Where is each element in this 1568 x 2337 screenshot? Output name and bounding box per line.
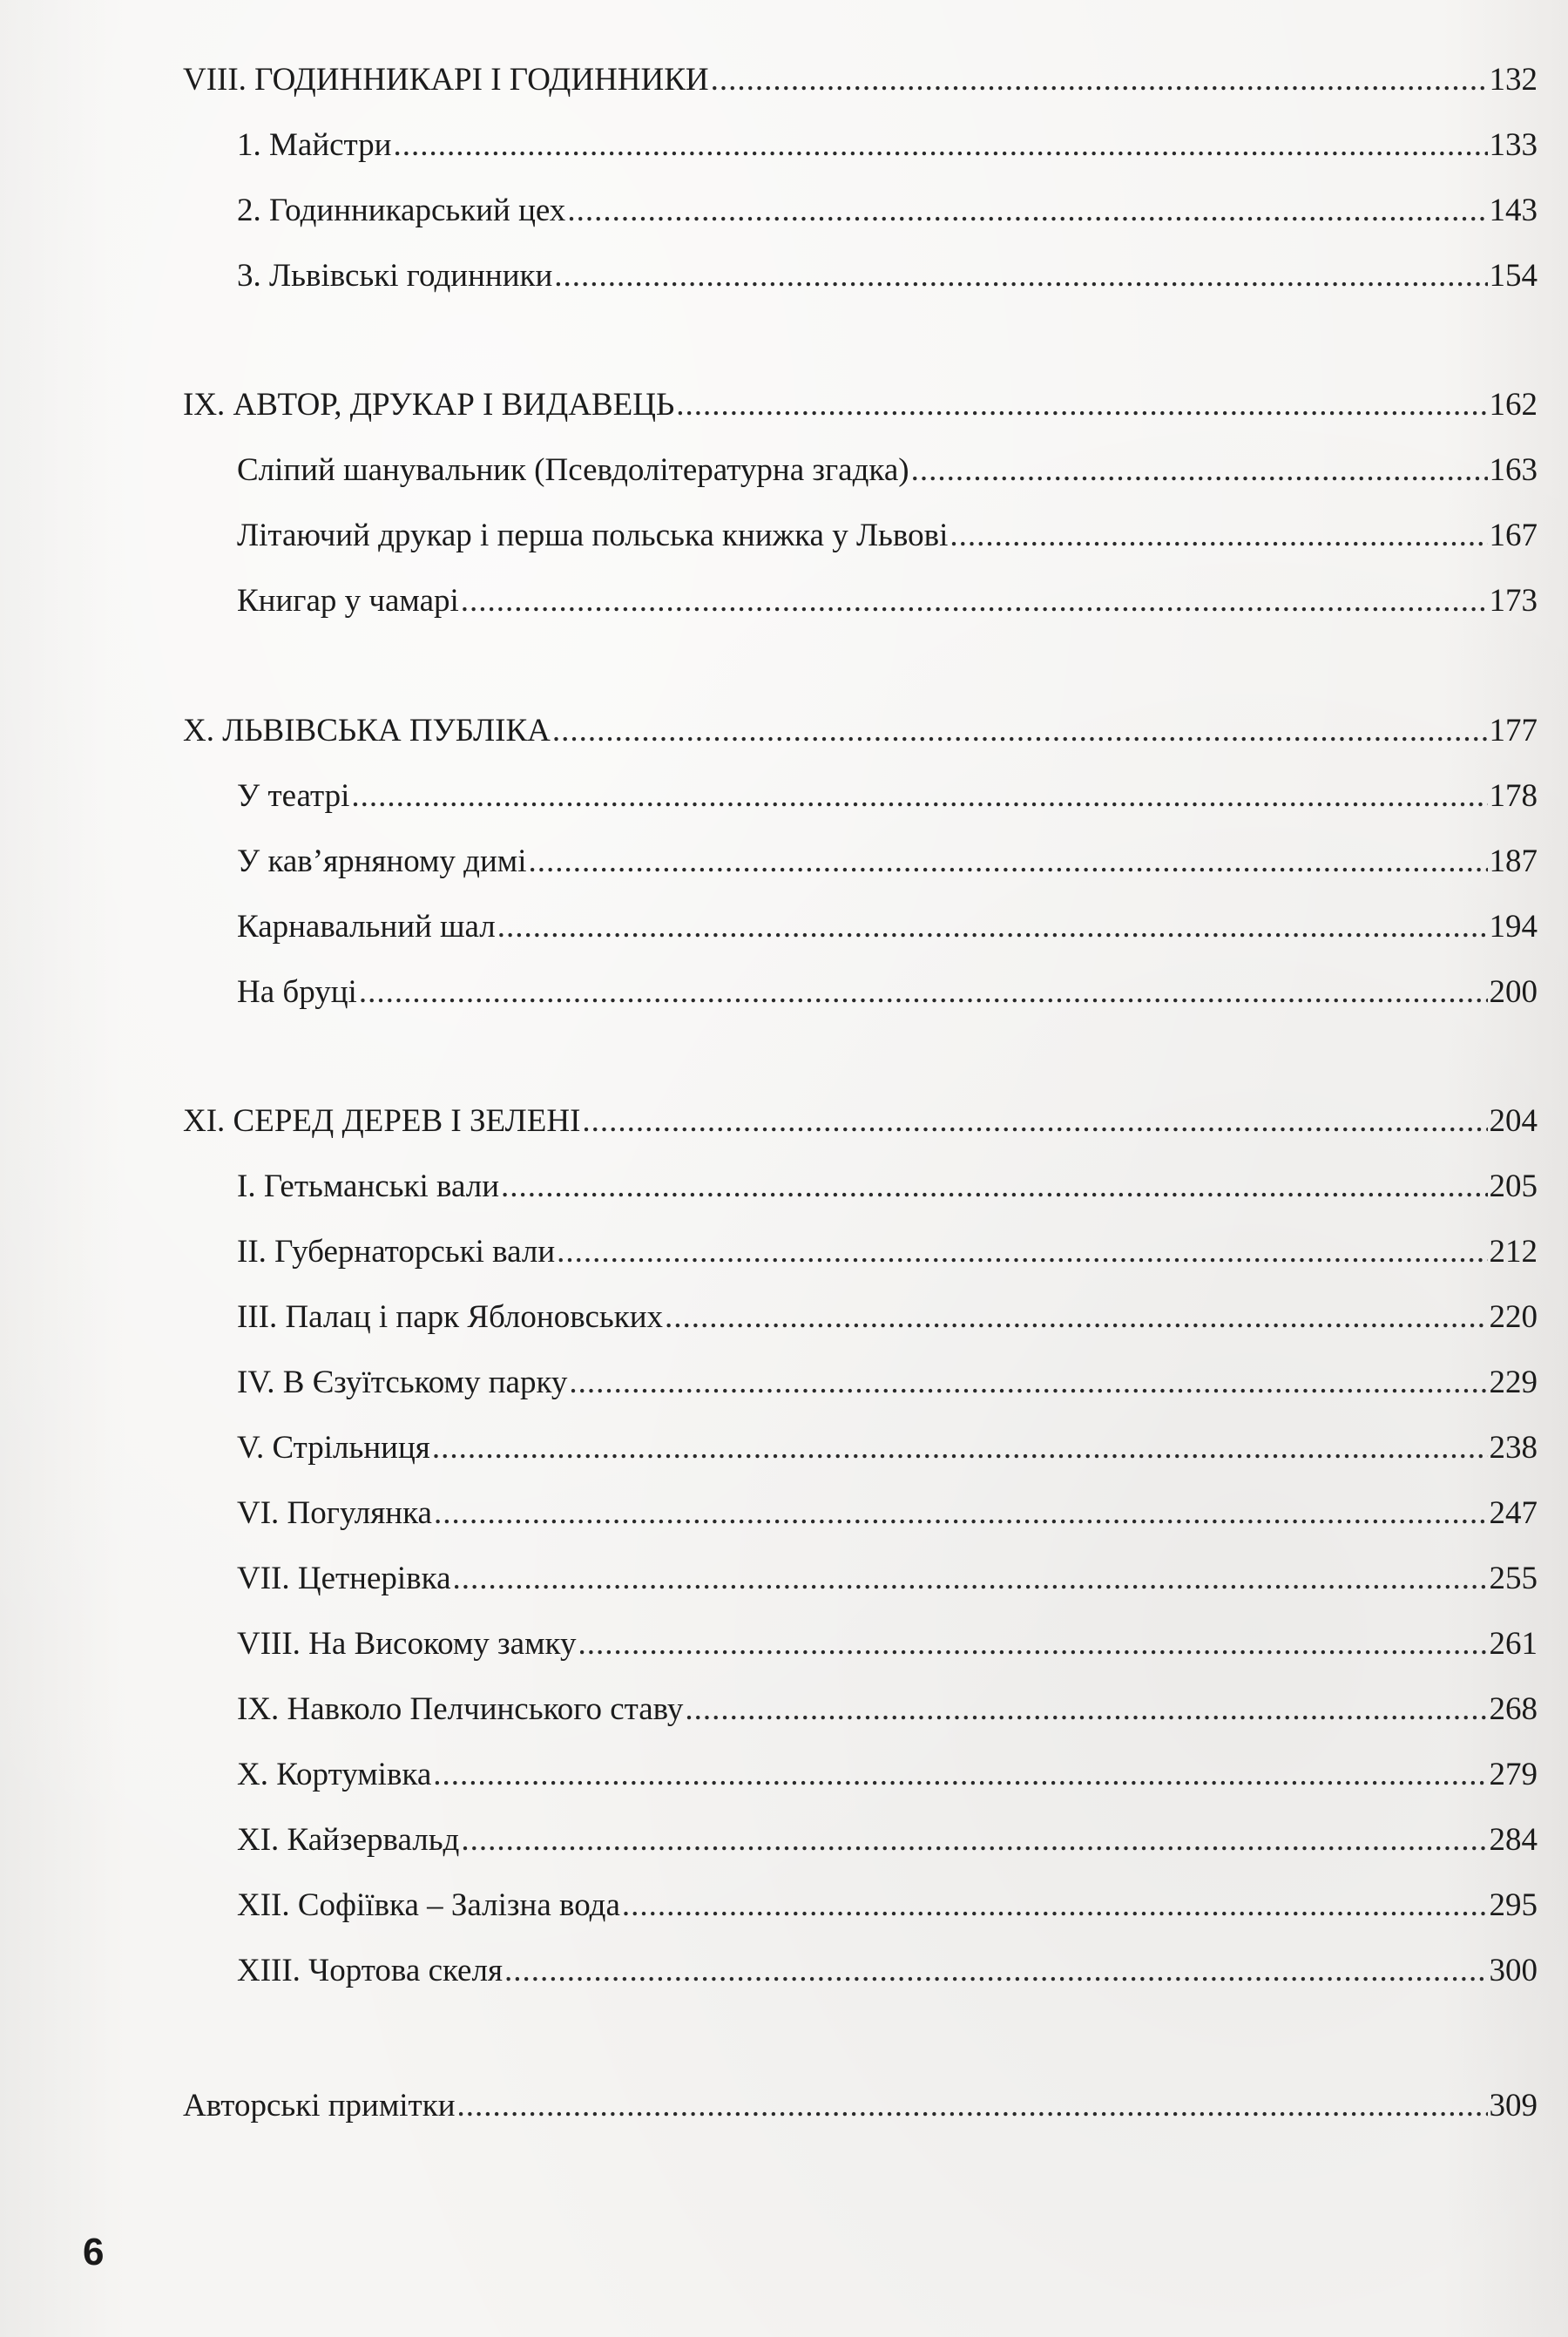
leader-dots xyxy=(569,1364,1487,1402)
leader-dots xyxy=(529,843,1488,881)
leader-dots xyxy=(432,1429,1488,1467)
page-number: 6 xyxy=(83,2231,105,2273)
toc-entry-page: 162 xyxy=(1489,387,1538,423)
toc-entry-chapter-xi xyxy=(183,1102,1538,1141)
toc-entry-chapter-ix xyxy=(183,386,1538,424)
leader-dots xyxy=(453,1560,1488,1598)
toc-entry-title: У театрі xyxy=(237,778,350,814)
toc-entry xyxy=(237,1625,1538,1663)
leader-dots xyxy=(665,1298,1487,1337)
leader-dots xyxy=(554,257,1487,295)
toc-entry-page: 194 xyxy=(1489,909,1538,945)
toc-entry-title: У кав’ярняному димі xyxy=(237,843,527,879)
toc-entry-title: IX. Навколо Пелчинського ставу xyxy=(237,1691,684,1727)
toc-entry xyxy=(237,192,1538,230)
leader-dots xyxy=(393,126,1487,165)
toc-entry xyxy=(237,1756,1538,1794)
toc-entry-title: На бруці xyxy=(237,974,357,1010)
leader-dots xyxy=(578,1625,1487,1663)
toc-entry-title: XII. Софіївка – Залізна вода xyxy=(237,1887,620,1923)
leader-dots xyxy=(552,712,1488,750)
toc-entry xyxy=(237,777,1538,816)
toc-entry xyxy=(237,843,1538,881)
toc-entry-title: XI. СЕРЕД ДЕРЕВ І ЗЕЛЕНІ xyxy=(183,1103,581,1139)
toc-entry xyxy=(237,1952,1538,1990)
toc-entry-title: II. Губернаторські вали xyxy=(237,1234,556,1270)
toc-entry-chapter-x xyxy=(183,712,1538,750)
toc-entry-page: 279 xyxy=(1489,1757,1538,1792)
toc-entry-title: IX. АВТОР, ДРУКАР І ВИДАВЕЦЬ xyxy=(183,387,675,423)
toc-entry-title: Книгар у чамарі xyxy=(237,583,459,619)
toc-entry xyxy=(237,1168,1538,1206)
toc-entry-author-notes xyxy=(183,2087,1538,2125)
toc-entry-page: 229 xyxy=(1489,1365,1538,1400)
leader-dots xyxy=(911,451,1488,490)
toc-entry-title: VIII. ГОДИННИКАРІ І ГОДИННИКИ xyxy=(183,62,709,98)
toc-entry-title: 2. Годинникарський цех xyxy=(237,193,566,228)
toc-entry-title: Літаючий друкар і перша польська книжка у Львові xyxy=(237,518,949,553)
toc-entry-title: 1. Майстри xyxy=(237,127,392,163)
toc-entry-page: 255 xyxy=(1489,1561,1538,1596)
toc-entry-chapter-viii xyxy=(183,61,1538,99)
toc-entry-page: 284 xyxy=(1489,1822,1538,1858)
toc-entry-page: 247 xyxy=(1489,1495,1538,1531)
leader-dots xyxy=(504,1952,1488,1990)
toc-entry-page: 154 xyxy=(1489,258,1538,294)
toc-entry-title: VIII. На Високому замку xyxy=(237,1626,577,1662)
toc-entry-page: 187 xyxy=(1489,843,1538,879)
toc-entry-page: 212 xyxy=(1489,1234,1538,1270)
leader-dots xyxy=(434,1494,1488,1533)
toc-entry-page: 132 xyxy=(1489,62,1538,98)
toc-entry-page: 300 xyxy=(1489,1953,1538,1988)
leader-dots xyxy=(501,1168,1487,1206)
toc-entry-title: XI. Кайзервальд xyxy=(237,1822,460,1858)
toc-entry xyxy=(237,257,1538,295)
toc-entry-page: 133 xyxy=(1489,127,1538,163)
toc-entry xyxy=(237,582,1538,620)
leader-dots xyxy=(711,61,1488,99)
leader-dots xyxy=(582,1102,1487,1141)
toc-entry-page: 200 xyxy=(1489,974,1538,1010)
toc-entry-title: IV. В Єзуїтському парку xyxy=(237,1365,568,1400)
toc-entry-page: 143 xyxy=(1489,193,1538,228)
toc-entry-title: VI. Погулянка xyxy=(237,1495,432,1531)
toc-entry-title: X. ЛЬВІВСЬКА ПУБЛІКА xyxy=(183,713,551,749)
toc-entry-title: I. Гетьманські вали xyxy=(237,1168,500,1204)
toc-entry xyxy=(237,1494,1538,1533)
toc-entry-title: III. Палац і парк Яблоновських xyxy=(237,1299,664,1335)
toc-entry xyxy=(237,517,1538,555)
toc-entry-page: 295 xyxy=(1489,1887,1538,1923)
toc-entry xyxy=(237,1887,1538,1925)
toc-entry xyxy=(237,973,1538,1012)
toc-entry-page: 177 xyxy=(1489,713,1538,749)
toc-entry-title: XIII. Чортова скеля xyxy=(237,1953,503,1988)
toc-entry xyxy=(237,1429,1538,1467)
leader-dots xyxy=(950,517,1487,555)
toc-entry-page: 220 xyxy=(1489,1299,1538,1335)
leader-dots xyxy=(557,1233,1487,1271)
leader-dots xyxy=(461,582,1488,620)
toc-entry-title: V. Стрільниця xyxy=(237,1430,430,1466)
toc-entry-title: Сліпий шанувальник (Псевдолітературна згадка) xyxy=(237,452,909,488)
toc-entry xyxy=(237,1560,1538,1598)
toc-entry-page: 163 xyxy=(1489,452,1538,488)
toc-entry-title: X. Кортумівка xyxy=(237,1757,432,1792)
leader-dots xyxy=(433,1756,1487,1794)
toc-entry-page: 167 xyxy=(1489,518,1538,553)
toc-entry-page: 268 xyxy=(1489,1691,1538,1727)
toc-entry-page: 309 xyxy=(1489,2088,1538,2124)
toc-entry-title: 3. Львівські годинники xyxy=(237,258,553,294)
leader-dots xyxy=(497,908,1488,946)
leader-dots xyxy=(622,1887,1488,1925)
toc-entry-page: 238 xyxy=(1489,1430,1538,1466)
toc-entry-page: 173 xyxy=(1489,583,1538,619)
leader-dots xyxy=(676,386,1487,424)
toc-entry-page: 178 xyxy=(1489,778,1538,814)
leader-dots xyxy=(567,192,1487,230)
toc-entry xyxy=(237,1821,1538,1859)
toc-entry xyxy=(237,1364,1538,1402)
toc-entry xyxy=(237,451,1538,490)
toc-entry-title: VII. Цетнерівка xyxy=(237,1561,451,1596)
toc-entry-title: Карнавальний шал xyxy=(237,909,496,945)
toc-entry xyxy=(237,1233,1538,1271)
toc-entry xyxy=(237,126,1538,165)
leader-dots xyxy=(351,777,1487,816)
leader-dots xyxy=(457,2087,1488,2125)
leader-dots xyxy=(461,1821,1487,1859)
toc-entry xyxy=(237,908,1538,946)
leader-dots xyxy=(359,973,1488,1012)
toc-entry-page: 261 xyxy=(1489,1626,1538,1662)
toc-entry xyxy=(237,1690,1538,1729)
leader-dots xyxy=(685,1690,1487,1729)
toc-entry-page: 205 xyxy=(1489,1168,1538,1204)
toc-entry-page: 204 xyxy=(1489,1103,1538,1139)
toc-entry xyxy=(237,1298,1538,1337)
toc-entry-title: Авторські примітки xyxy=(183,2088,456,2124)
